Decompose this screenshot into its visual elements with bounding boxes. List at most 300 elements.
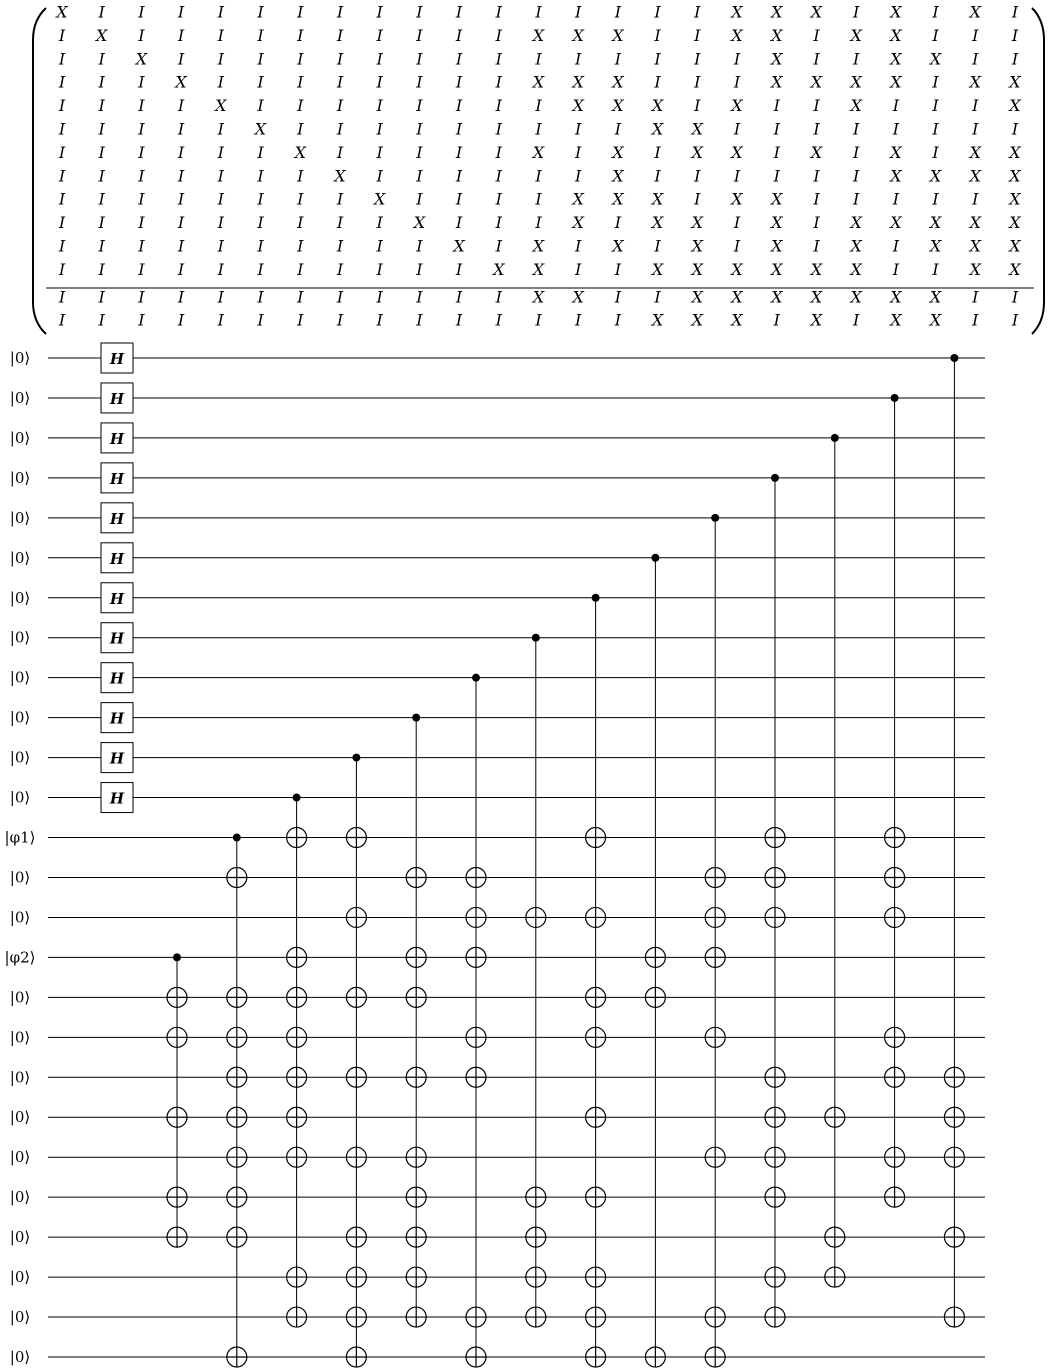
target-xor [765, 1267, 785, 1287]
matrix-entry: I [336, 142, 344, 162]
control-dot [352, 754, 360, 762]
target-xor [885, 907, 905, 927]
matrix-entry: I [733, 49, 741, 69]
matrix-entry: I [416, 119, 423, 139]
control-dot [233, 834, 241, 842]
matrix-entry: X [572, 25, 584, 45]
control-dot [711, 514, 719, 522]
matrix-entry: X [96, 25, 108, 45]
matrix-entry: X [731, 25, 743, 45]
control-dot [950, 354, 958, 362]
control-dot [891, 394, 899, 402]
matrix-entry: I [217, 213, 224, 233]
target-xor [586, 1027, 606, 1047]
matrix-entry: I [98, 142, 105, 162]
matrix-entry: I [98, 72, 105, 92]
matrix-entry: I [773, 310, 780, 330]
matrix-left-bracket [33, 8, 46, 334]
hadamard-gate [101, 743, 133, 773]
target-xor [586, 1107, 606, 1127]
target-xor [705, 1027, 725, 1047]
matrix-entry: I [257, 213, 264, 233]
qubit-label: |0⟩ [9, 748, 31, 767]
matrix-entry: X [612, 166, 624, 186]
matrix-entry: I [813, 25, 820, 45]
matrix-entry: X [850, 96, 862, 116]
matrix-entry: X [493, 259, 505, 279]
matrix-entry: I [376, 310, 383, 330]
target-xor [227, 1027, 247, 1047]
matrix-entry: X [572, 96, 584, 116]
matrix-entry: I [257, 72, 264, 92]
matrix-entry: I [138, 213, 145, 233]
target-xor [167, 987, 187, 1007]
qubit-label: |0⟩ [9, 868, 31, 887]
hadamard-gate-label: H [109, 669, 125, 688]
target-xor [346, 1347, 366, 1367]
matrix-entry: I [297, 2, 304, 22]
matrix-entry: I [217, 189, 224, 209]
target-xor [765, 867, 785, 887]
matrix-entry: X [651, 259, 664, 279]
matrix-entry: I [972, 49, 979, 69]
target-xor [526, 1227, 546, 1247]
control-dot [472, 674, 480, 682]
matrix-entry: I [932, 189, 939, 209]
matrix-entry: I [297, 213, 304, 233]
matrix-entry: I [98, 213, 105, 233]
target-xor [466, 867, 486, 887]
qubit-label: |0⟩ [9, 1188, 31, 1207]
matrix-entry: I [932, 96, 939, 116]
matrix-entry: X [731, 259, 743, 279]
matrix-entry: I [972, 119, 979, 139]
matrix-entry: I [98, 49, 105, 69]
matrix-entry: I [853, 49, 860, 69]
matrix-entry: X [850, 287, 862, 307]
matrix-entry: X [1009, 72, 1021, 92]
matrix-entry: X [1009, 189, 1021, 209]
cnot-column [167, 953, 187, 1247]
target-xor [346, 907, 366, 927]
matrix-entry: I [336, 49, 344, 69]
matrix-entry: X [691, 259, 703, 279]
control-dot [173, 953, 181, 961]
matrix-entry: X [612, 96, 624, 116]
target-xor [406, 1147, 426, 1167]
matrix-entry: X [771, 259, 783, 279]
target-xor [287, 1147, 307, 1167]
matrix-entry: I [853, 2, 860, 22]
matrix-entry: I [177, 119, 185, 139]
matrix-entry: X [572, 189, 584, 209]
target-xor [287, 1267, 307, 1287]
matrix-entry: I [813, 213, 820, 233]
matrix-entry: I [257, 142, 264, 162]
matrix-entry: X [413, 213, 426, 233]
matrix-entry: I [297, 259, 304, 279]
matrix-entry: X [771, 49, 783, 69]
matrix-entry: I [813, 166, 820, 186]
matrix-entry: I [694, 96, 701, 116]
cnot-column [885, 394, 905, 1207]
matrix-entry: I [177, 287, 185, 307]
matrix-entry: X [969, 166, 981, 186]
matrix-entry: X [810, 287, 823, 307]
matrix-entry: I [932, 142, 939, 162]
matrix-entry: I [416, 2, 423, 22]
matrix-entry: I [575, 142, 582, 162]
hadamard-gate-label: H [109, 629, 125, 648]
matrix-entry: I [376, 72, 383, 92]
matrix-entry: X [731, 287, 743, 307]
matrix-entry: X [453, 236, 465, 256]
matrix-entry: X [572, 213, 584, 233]
matrix-entry: I [932, 2, 939, 22]
matrix-entry: I [853, 310, 860, 330]
matrix-entry: I [932, 72, 939, 92]
cnot-column [825, 434, 845, 1287]
target-xor [227, 1067, 247, 1087]
target-xor [466, 1027, 486, 1047]
target-xor [287, 947, 307, 967]
matrix-entry: I [336, 259, 344, 279]
matrix-entry: I [257, 310, 264, 330]
matrix-entry: I [98, 96, 105, 116]
qubit-label: |0⟩ [9, 1228, 31, 1247]
qubit-label: |0⟩ [9, 628, 31, 647]
matrix-entry: X [612, 236, 624, 256]
matrix-entry: X [175, 72, 187, 92]
qubit-label: |0⟩ [9, 388, 31, 407]
matrix-entry: I [654, 166, 661, 186]
qubit-label: |0⟩ [9, 1108, 31, 1127]
matrix-entry: I [455, 2, 463, 22]
hadamard-gate-label: H [109, 509, 125, 528]
target-xor [825, 1107, 845, 1127]
matrix-entry: I [376, 236, 383, 256]
matrix-entry: X [1009, 236, 1021, 256]
target-xor [346, 1227, 366, 1247]
matrix-entry: I [972, 287, 979, 307]
matrix-entry: I [138, 310, 145, 330]
matrix-entry: I [376, 2, 383, 22]
qubit-label: |0⟩ [9, 788, 31, 807]
matrix-entry: I [614, 49, 622, 69]
matrix-entry: I [58, 259, 66, 279]
target-xor [287, 987, 307, 1007]
qubit-label: |0⟩ [9, 468, 31, 487]
matrix-entry: X [532, 287, 545, 307]
matrix-entry: I [416, 166, 423, 186]
target-xor [167, 1027, 187, 1047]
matrix-entry: X [691, 213, 703, 233]
matrix-entry: I [892, 236, 900, 256]
matrix-entry: I [495, 236, 502, 256]
target-xor [287, 1307, 307, 1327]
matrix-entry: I [495, 287, 502, 307]
matrix-entry: I [416, 310, 423, 330]
matrix-entry: I [257, 236, 264, 256]
matrix-entry: I [177, 213, 185, 233]
matrix-entry: I [416, 287, 423, 307]
matrix-entry: I [376, 166, 383, 186]
matrix-entry: X [334, 166, 346, 186]
matrix-entry: I [1011, 2, 1019, 22]
matrix-entry: I [336, 310, 344, 330]
matrix-right-bracket [1032, 8, 1044, 334]
matrix-entry: X [929, 49, 942, 69]
matrix-entry: I [614, 213, 622, 233]
cnot-column [705, 514, 725, 1367]
matrix-entry: I [575, 236, 582, 256]
matrix-entry: X [731, 310, 743, 330]
matrix-entry: I [535, 2, 542, 22]
matrix-entry: X [1009, 259, 1021, 279]
matrix-entry: I [694, 189, 701, 209]
matrix-entry: I [177, 2, 185, 22]
matrix-entry: I [892, 259, 900, 279]
matrix-entry: X [771, 72, 783, 92]
target-xor [765, 828, 785, 848]
matrix-entry: X [215, 96, 227, 116]
matrix-entry: I [177, 25, 185, 45]
matrix-entry: I [853, 166, 860, 186]
matrix-entry: X [850, 25, 862, 45]
target-xor [287, 1107, 307, 1127]
matrix-entry: X [929, 287, 942, 307]
matrix-entry: I [297, 72, 304, 92]
hadamard-gate [101, 423, 133, 453]
target-xor [586, 1267, 606, 1287]
matrix-entry: I [58, 287, 66, 307]
matrix-entry: I [455, 96, 463, 116]
matrix-entry: X [532, 236, 545, 256]
matrix-entry: I [694, 49, 701, 69]
matrix-entry: I [495, 166, 502, 186]
matrix-entry: X [612, 72, 624, 92]
matrix-entry: I [58, 142, 66, 162]
matrix-entry: I [257, 96, 264, 116]
matrix-entry: I [495, 142, 502, 162]
matrix-entry: I [138, 287, 145, 307]
matrix-entry: I [654, 25, 661, 45]
matrix-entry: I [614, 310, 622, 330]
matrix-entry: I [217, 236, 224, 256]
matrix-entry: I [495, 25, 502, 45]
matrix-entry: I [773, 166, 780, 186]
matrix-entry: I [98, 259, 105, 279]
hadamard-gate-label: H [109, 749, 125, 768]
matrix-entry: I [654, 287, 661, 307]
control-dot [831, 434, 839, 442]
hadamard-gate [101, 383, 133, 413]
target-xor [526, 1267, 546, 1287]
matrix-entry: I [217, 2, 224, 22]
matrix-entry: X [572, 72, 584, 92]
target-xor [287, 1067, 307, 1087]
matrix-entry: X [890, 166, 902, 186]
matrix-entry: I [336, 25, 344, 45]
target-xor [645, 1347, 665, 1367]
matrix-entry: I [495, 49, 502, 69]
matrix-entry: X [691, 287, 703, 307]
qubit-label: |φ2⟩ [4, 948, 36, 967]
target-xor [346, 1307, 366, 1327]
target-xor [705, 867, 725, 887]
matrix-entry: I [138, 236, 145, 256]
matrix-entry: X [810, 310, 823, 330]
matrix-entry: I [138, 259, 145, 279]
matrix-entry: I [58, 25, 66, 45]
matrix-entry: X [810, 259, 823, 279]
target-xor [885, 1027, 905, 1047]
matrix-entry: I [773, 142, 780, 162]
control-dot [412, 714, 420, 722]
qubit-label: |0⟩ [9, 1068, 31, 1087]
matrix-entry: X [691, 142, 703, 162]
matrix-entry: I [932, 25, 939, 45]
matrix-entry: I [416, 142, 423, 162]
control-dot [293, 794, 301, 802]
matrix-entry: I [614, 119, 622, 139]
matrix-entry: X [532, 72, 545, 92]
matrix-entry: I [535, 213, 542, 233]
matrix-entry: I [217, 166, 224, 186]
cnot-column [645, 554, 665, 1367]
matrix-entry: X [890, 49, 902, 69]
target-xor [944, 1147, 964, 1167]
target-xor [227, 1227, 247, 1247]
matrix-entry: X [254, 119, 267, 139]
matrix-entry: I [1011, 287, 1019, 307]
target-xor [705, 1347, 725, 1367]
qubit-label: |0⟩ [9, 548, 31, 567]
matrix-entry: I [455, 72, 463, 92]
target-xor [406, 867, 426, 887]
matrix-entry: I [376, 119, 383, 139]
matrix-entry: X [969, 259, 981, 279]
control-dot [532, 634, 540, 642]
target-xor [466, 1307, 486, 1327]
target-xor [944, 1107, 964, 1127]
hadamard-gate [101, 783, 133, 813]
qubit-label: |0⟩ [9, 1308, 31, 1327]
matrix-entry: I [177, 96, 185, 116]
hadamard-gate [101, 343, 133, 373]
matrix-entry: I [138, 189, 145, 209]
qubit-label: |0⟩ [9, 1268, 31, 1287]
matrix-entry: I [336, 236, 344, 256]
matrix-entry: I [1011, 25, 1019, 45]
matrix-entry: I [733, 166, 741, 186]
hadamard-gate-label: H [109, 469, 125, 488]
matrix-entry: X [810, 72, 823, 92]
matrix-entry: I [138, 25, 145, 45]
matrix-entry: X [929, 310, 942, 330]
matrix-entry: X [890, 213, 902, 233]
matrix-entry: X [294, 142, 306, 162]
matrix-entry: I [336, 2, 344, 22]
matrix-entry: X [771, 189, 783, 209]
matrix-entry: X [850, 236, 862, 256]
matrix-entry: I [773, 119, 780, 139]
matrix-entry: I [654, 49, 661, 69]
matrix-entry: I [98, 189, 105, 209]
matrix-entry: I [455, 142, 463, 162]
target-xor [944, 1307, 964, 1327]
matrix-entry: X [890, 25, 902, 45]
matrix-entry: I [455, 287, 463, 307]
matrix-entry: I [972, 310, 979, 330]
target-xor [167, 1187, 187, 1207]
target-xor [765, 907, 785, 927]
matrix-entry: I [654, 72, 661, 92]
matrix-entry: X [890, 310, 902, 330]
matrix-entry: X [1009, 96, 1021, 116]
matrix-entry: I [138, 96, 145, 116]
qubit-label: |φ1⟩ [4, 828, 36, 847]
matrix-entry: I [694, 72, 701, 92]
matrix-entry: X [810, 142, 823, 162]
matrix-entry: I [376, 259, 383, 279]
matrix-entry: I [733, 213, 741, 233]
qubit-label: |0⟩ [9, 988, 31, 1007]
matrix-entry: I [694, 2, 701, 22]
matrix-entry: X [731, 2, 743, 22]
qubit-label: |0⟩ [9, 908, 31, 927]
hadamard-gate [101, 463, 133, 493]
hadamard-gate [101, 543, 133, 573]
matrix-entry: X [1009, 166, 1021, 186]
matrix-entry: I [495, 96, 502, 116]
qubit-label: |0⟩ [9, 428, 31, 447]
matrix-entry: X [810, 2, 823, 22]
target-xor [287, 828, 307, 848]
matrix-entry: X [969, 213, 981, 233]
matrix-entry: I [416, 236, 423, 256]
matrix-entry: I [654, 142, 661, 162]
qubit-label: |0⟩ [9, 668, 31, 687]
matrix-entry: I [297, 25, 304, 45]
matrix-entry: I [733, 119, 741, 139]
matrix-entry: I [297, 236, 304, 256]
matrix-entry: X [572, 287, 584, 307]
target-xor [346, 1067, 366, 1087]
target-xor [227, 987, 247, 1007]
matrix-entry: X [929, 166, 942, 186]
matrix-entry: X [651, 96, 664, 116]
matrix-entry: I [853, 142, 860, 162]
target-xor [227, 1187, 247, 1207]
matrix-entry: I [892, 119, 900, 139]
target-xor [466, 1347, 486, 1367]
qubit-label: |0⟩ [9, 1028, 31, 1047]
cnot-column [765, 474, 785, 1327]
hadamard-gate [101, 663, 133, 693]
matrix-entry: I [177, 259, 185, 279]
matrix-entry: X [612, 25, 624, 45]
matrix-entry: I [614, 259, 622, 279]
matrix-entry: I [892, 189, 900, 209]
cnot-column [586, 594, 606, 1367]
target-xor [885, 1067, 905, 1087]
matrix-entry: I [217, 310, 224, 330]
matrix-entry: I [217, 49, 224, 69]
matrix-entry: I [495, 2, 502, 22]
target-xor [825, 1267, 845, 1287]
matrix-entry: I [733, 236, 741, 256]
